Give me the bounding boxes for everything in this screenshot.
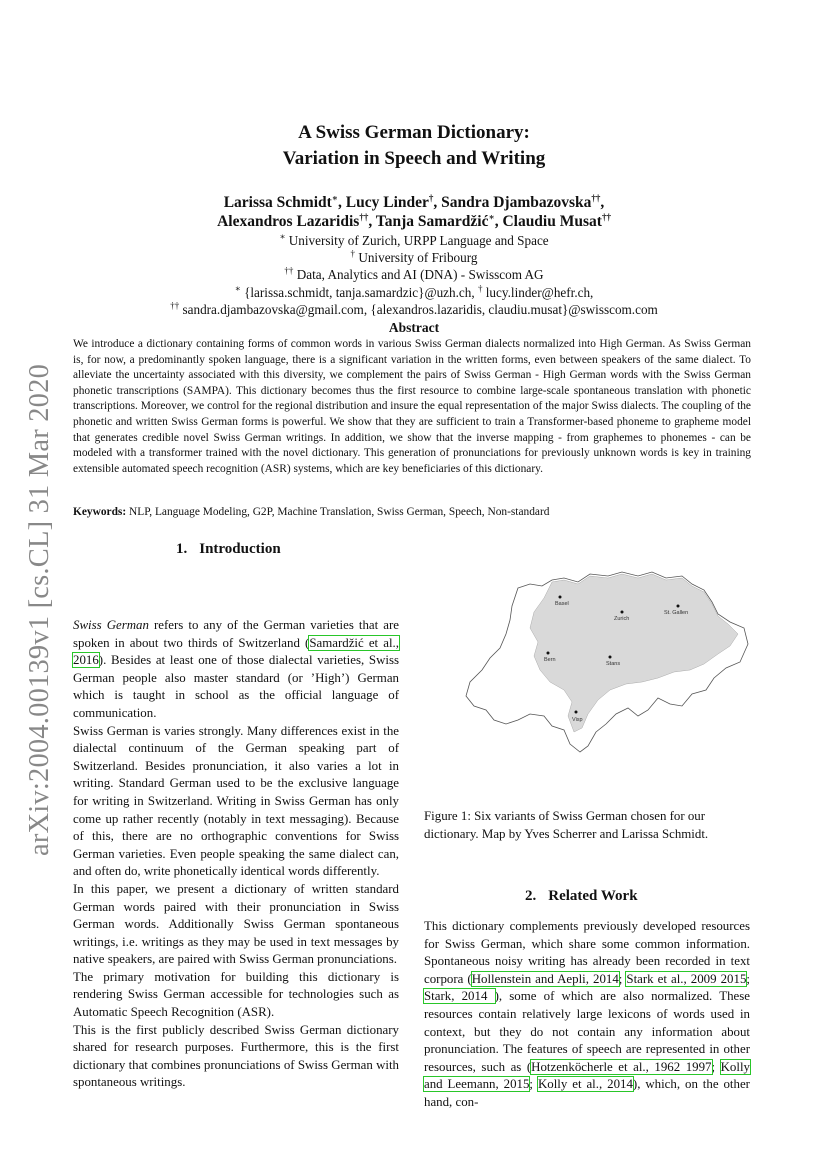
author-name: Larissa Schmidt bbox=[223, 194, 332, 211]
affiliation-mark: ∗ bbox=[279, 231, 286, 242]
affiliation-2 bbox=[0, 249, 828, 266]
text-run: This dictionary complements previously developed resources for Swiss German, which share some common information. Spontaneous noisy writing has already been recorded in text corpora ( bbox=[424, 919, 750, 986]
city-label-st-gallen: St. Gallen bbox=[664, 610, 689, 616]
email-mark: †† bbox=[170, 300, 180, 311]
city-dot-zurich bbox=[621, 611, 624, 614]
keywords-text: NLP, Language Modeling, G2P, Machine Translation, Swiss German, Speech, Non-standard bbox=[129, 506, 550, 518]
email-mark: † bbox=[477, 283, 483, 294]
affiliation-text: University of Zurich, URPP Language and Space bbox=[288, 233, 549, 248]
section-heading-introduction bbox=[176, 541, 281, 558]
introduction-body bbox=[73, 617, 399, 1092]
citation-link[interactable]: Hollenstein and Aepli, 2014 bbox=[471, 971, 619, 986]
city-dot-basel bbox=[559, 596, 562, 599]
author-name: Alexandros Lazaridis bbox=[217, 213, 360, 230]
city-dot-st-gallen bbox=[677, 605, 680, 608]
author-mark: †† bbox=[359, 211, 369, 222]
city-label-stans: Stans bbox=[606, 661, 621, 667]
citation-link[interactable]: Hotzenköcherle et al., 1962 1997 bbox=[531, 1059, 712, 1074]
text-run: ; bbox=[746, 971, 750, 986]
text-run: ), which, on the other hand, con- bbox=[424, 1077, 750, 1109]
affiliation-text: Data, Analytics and AI (DNA) - Swisscom AG bbox=[296, 267, 544, 283]
affiliation-text: University of Fribourg bbox=[358, 250, 478, 266]
citation-link[interactable]: Stark, 2014 bbox=[424, 989, 495, 1004]
email-text: sandra.djambazovska@gmail.com, {alexandros.lazaridis, claudiu.musat}@swisscom.com bbox=[182, 301, 658, 317]
city-label-visp: Visp bbox=[572, 717, 583, 723]
abstract-heading: Abstract bbox=[388, 320, 440, 335]
text-run: ; bbox=[618, 971, 627, 986]
text-run: ; bbox=[529, 1077, 538, 1092]
abstract-body: We introduce a dictionary containing forms of common words in various Swiss German dialects normalized into High German. As Swiss German is, for now, a predominantly spoken language, there is a significant variation in the written forms, even between speakers of the same dialect. To alleviate the uncertainty associated with this diversity, we complement the pairs of Swiss German - High German words with the Swiss German phonetic transcriptions (SAMPA). This dictionary becomes thus the first resource to combine large-scale spontaneous translation with phonetic transcriptions. Moreover, we control for the regional distribution and insure the equal representation of the major Swiss dialects. The coupling of the phonetic and written Swiss German forms is powerful. We show that they are sufficient to train a Transformer-based phoneme to grapheme model that generates credible novel Swiss German writings. In addition, we show that the inverse mapping - from graphemes to phonemes - can be modeled with a transformer trained with the novel dictionary. This generation of pronunciations for previously unknown words is key in training extensible automated speech recognition (ASR) systems, which are key beneficiaries of this dictionary. bbox=[73, 338, 751, 475]
affiliation-3 bbox=[0, 266, 828, 283]
keywords bbox=[73, 506, 751, 518]
email-line-1 bbox=[0, 284, 828, 301]
affiliation-mark: †† bbox=[284, 266, 294, 277]
title-line-1: A Swiss German Dictionary: bbox=[298, 122, 530, 143]
author-name: Sandra Djambazovska bbox=[441, 194, 592, 211]
citation-link[interactable]: Kolly and Leemann, 2015 bbox=[424, 1059, 750, 1092]
figure-caption: Figure 1: Six variants of Swiss German chosen for our dictionary. Map by Yves Scherrer and Larissa Schmidt. bbox=[424, 809, 709, 841]
paragraph: Swiss German is varies strongly. Many differences exist in the dialectal continuum of the German speaking part of Switzerland. Besides pronunciation, it also varies a lot in writing. Standard German used to be the exclusive language for writing in Switzerland. Writing in Swiss German has only come up rather recently (notably in text messaging). Because of this, there are no orthographic conventions for Swiss German varieties. Even people speaking the same dialect can, and often do, write phonetically identical words differently. bbox=[73, 723, 399, 879]
author-line-2: Alexandros Lazaridis††, Tanja Samardžić∗, Claudiu Musat†† bbox=[217, 211, 611, 230]
section-heading-related-work bbox=[525, 888, 638, 905]
author-mark: ∗ bbox=[331, 192, 339, 203]
citation-link[interactable]: Stark et al., 2009 2015 bbox=[626, 971, 747, 986]
text-run: ; bbox=[711, 1059, 721, 1074]
email-mark: ∗ bbox=[234, 283, 241, 294]
text-run: ), some of which are also normalized. These resources contain relatively large lexicons of words used in context, but they do not contain any information about pronunciation. The features of speech are represented in other resources, such as ( bbox=[424, 989, 750, 1074]
city-label-zurich: Zurich bbox=[614, 616, 630, 622]
citation-link[interactable]: Samardžić et al., 2016 bbox=[73, 635, 399, 668]
paragraph: In this paper, we present a dictionary of written standard German words paired with their pronunciation in Swiss German words. Additionally Swiss German spontaneous writings, i.e. writings as they may be used in text messages by native speakers, are paired with Swiss German pronunciations. bbox=[73, 881, 399, 967]
paragraph bbox=[73, 617, 399, 723]
section-title: Introduction bbox=[199, 541, 281, 557]
city-label-bern: Bern bbox=[544, 657, 556, 663]
city-dot-stans bbox=[609, 656, 612, 659]
author-name: Claudiu Musat bbox=[502, 213, 602, 230]
affiliations bbox=[0, 232, 828, 318]
paragraph: The primary motivation for building this dictionary is rendering Swiss German accessible for technologies such as Automatic Speech Recognition (ASR). bbox=[73, 969, 399, 1020]
city-dot-bern bbox=[547, 652, 550, 655]
city-label-basel: Basel bbox=[555, 601, 569, 607]
keywords-label: Keywords: bbox=[73, 506, 127, 518]
related-work-body bbox=[424, 918, 750, 1112]
title-line-2: Variation in Speech and Writing bbox=[282, 148, 546, 169]
author-mark: ∗ bbox=[488, 211, 495, 222]
paper-title bbox=[0, 120, 828, 172]
emphasis: Swiss German bbox=[73, 618, 149, 632]
section-number: 1. bbox=[176, 541, 188, 557]
email-text: lucy.linder@hefr.ch, bbox=[485, 284, 594, 300]
text-run: refers to any of the German varieties that are spoken in about two thirds of Switzerland ( bbox=[73, 618, 399, 650]
author-mark: †† bbox=[591, 192, 601, 203]
arxiv-side-stamp bbox=[12, 360, 68, 860]
arxiv-identifier: arXiv:2004.00139v1 [cs.CL] 31 Mar 2020 bbox=[24, 363, 55, 857]
section-number: 2. bbox=[525, 888, 537, 904]
email-text: {larissa.schmidt, tanja.samardzic}@uzh.ch, bbox=[244, 284, 475, 300]
affiliation-1 bbox=[0, 232, 828, 249]
author-mark: † bbox=[428, 192, 434, 203]
citation-link[interactable]: Kolly et al., 2014 bbox=[537, 1077, 633, 1092]
author-list bbox=[0, 193, 828, 231]
author-line-1: Larissa Schmidt∗, Lucy Linder†, Sandra Djambazovska††, bbox=[223, 192, 605, 211]
affiliation-mark: † bbox=[350, 248, 356, 259]
author-name: Tanja Samardžić bbox=[375, 213, 489, 230]
email-line-2 bbox=[0, 301, 828, 318]
author-name: Lucy Linder bbox=[345, 194, 429, 211]
city-dot-visp bbox=[575, 711, 578, 714]
section-title: Related Work bbox=[548, 888, 638, 904]
paragraph: This is the first publicly described Swiss German dictionary shared for research purposes. Furthermore, this is the first dictionary that combines pronunciations of Swiss German with spontaneous writings. bbox=[73, 1022, 399, 1090]
switzerland-map-figure bbox=[460, 566, 752, 758]
author-mark: †† bbox=[601, 211, 611, 222]
paragraph bbox=[424, 918, 750, 1112]
text-run: ). Besides at least one of those dialectal varieties, Swiss German people also master standard (or ’High’) German which is taught in school as the official language of communication. bbox=[73, 653, 399, 720]
